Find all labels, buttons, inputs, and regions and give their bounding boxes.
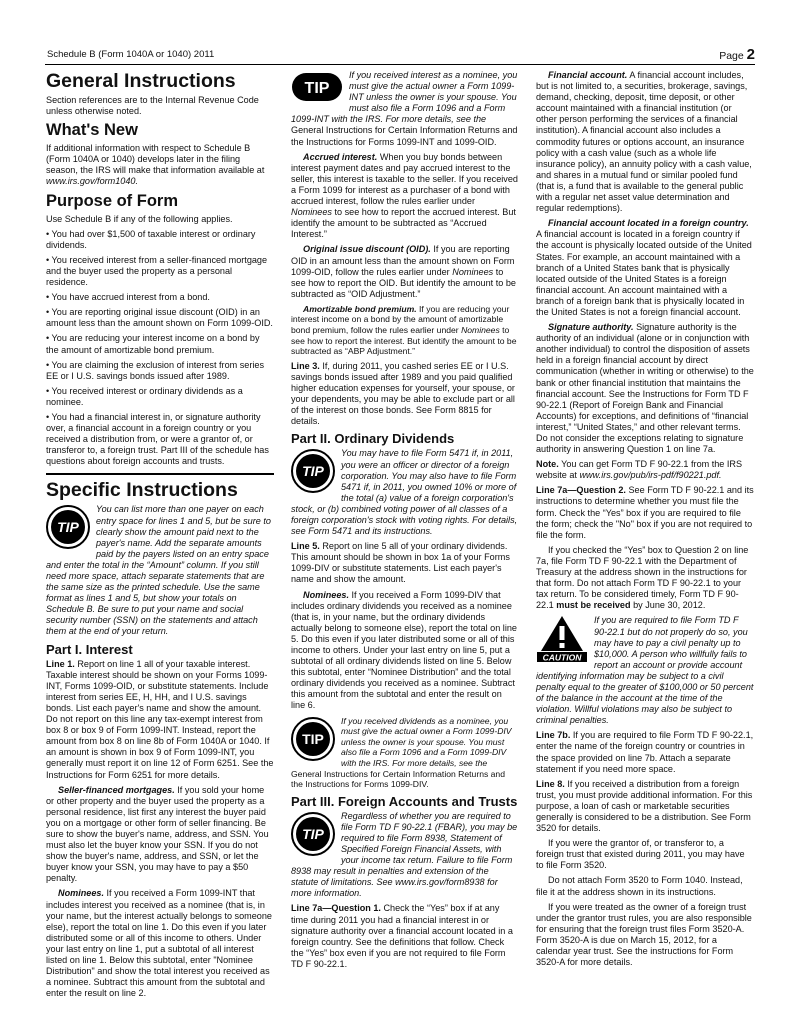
nominee-dividend-tip bbox=[291, 716, 518, 790]
dividend-nominees-body: If you received a Form 1099-DIV that includes ordinary dividends you received as a nominee (that is, in your name, but the ordinary dividends actually belong to someone else), report the total on line 5. Do this even if you later distributed some or all of this income to others. Under your last entry on line 5, put a subtotal of all ordinary dividends listed on line 5. Below this subtotal, enter “Nominee Distribution” and the total ordinary dividends you received as a nominee. Subtract this amount from the subtotal and enter the result on line 6. bbox=[291, 589, 517, 711]
foreign-account-text bbox=[536, 218, 754, 318]
seller-financed-text bbox=[46, 785, 274, 885]
form-title: Schedule B (Form 1040A or 1040) 2011 bbox=[47, 48, 215, 60]
accrued-interest-text bbox=[291, 152, 518, 241]
column-1 bbox=[46, 70, 274, 1003]
specific-instructions-section bbox=[46, 473, 274, 999]
oid-label: Original issue discount (OID). bbox=[303, 244, 431, 255]
page-number-label bbox=[719, 45, 755, 63]
tip-icon bbox=[46, 505, 90, 549]
specific-tip-text: You can list more than one payer on each entry space for lines 1 and 5, but be sure to clearly show the amount paid next to the payer's name. Add the separate amounts paid by the payers listed on an entry space and enter the total in the “Amount” column. If you still need more space, attach separate statements that are the same size as the printed schedule. Use the same format as lines 1 and 5, but show your totals on Schedule B. Be sure to put your name and social security number (SSN) on the statements and attach them at the end of your return. bbox=[46, 504, 271, 637]
oid-nominees-ref: Nominees bbox=[452, 266, 494, 277]
tip4-end: for more information. bbox=[291, 877, 498, 899]
tip3-italic: If you received dividends as a nominee, you must give the actual owner a Form 1099-DIV unless the owner is your spouse. You must also file a Form 1096 and a Form 1099-DIV with the IRS. For more details, see the bbox=[341, 715, 512, 768]
financial-account-body: A financial account includes, but is not limited to, a securities, brokerage, savings, demand, checking, deposit, time deposit, or other account maintained with a financial institution (or other person performing the services of a financial institution). A financial account also includes a commodity futures or options account, an insurance policy with a cash value (such as a whole life insurance policy), an annuity policy with a cash value, and shares in a mutual fund or similar pooled fund (that is, a fund that is available to the general public with a regular net asset value determination and regular redemptions). bbox=[536, 70, 752, 214]
tip-icon-graphic bbox=[46, 505, 90, 549]
purpose-intro: Use Schedule B if any of the following applies. bbox=[46, 213, 233, 224]
purpose-bullet: • You are reducing your interest income on a bond by the amount of amortizable bond premium. bbox=[46, 333, 260, 355]
purpose-bullet: • You have accrued interest from a bond. bbox=[46, 292, 210, 303]
part2-heading: Part II. Ordinary Dividends bbox=[291, 431, 455, 447]
page-number: 2 bbox=[746, 45, 755, 63]
line5-text bbox=[291, 541, 518, 585]
page-label: Page bbox=[719, 49, 744, 62]
tip-icon-text: TIP bbox=[304, 80, 330, 97]
tip-icon-graphic bbox=[291, 449, 335, 493]
specific-tip bbox=[46, 504, 274, 637]
nominees-body: If you received a Form 1099-INT that includes interest you received as a nominee (that is, in your name, but the interest actually belongs to someone else), report the total on line 1. Do this even if you later distributed some or all of this income to others. Under your last entry on line 1, put a subtotal of all interest listed on line 1. Below this subtotal, enter "Nominee Distribution" and show the total interest you received as a nominee. Subtract this amount from the subtotal and enter the result on line 2. bbox=[46, 888, 272, 999]
line8-attach-text: Do not attach Form 3520 to Form 1040. Instead, file it at the address shown in its instructions. bbox=[536, 875, 743, 897]
signature-authority-label: Signature authority. bbox=[548, 322, 634, 333]
tip-icon bbox=[291, 70, 343, 104]
financial-account-text bbox=[536, 70, 754, 214]
note-label: Note. bbox=[536, 459, 559, 470]
tip1-normal: General Instructions for Certain Information Returns and the Instructions for Forms 1099-INT and 1099-OID. bbox=[291, 125, 518, 147]
general-intro: Section references are to the Internal Revenue Code unless otherwise noted. bbox=[46, 95, 259, 117]
tip-icon bbox=[291, 717, 335, 761]
foreign-account-body: A financial account is located in a foreign country if the account is physically located outside of the United States. For example, an account maintained with a branch of a United States bank that is physically located outside of the United States is a foreign financial account. An account maintained with a branch of a foreign bank that is physically located in the United States is not a foreign financial account. bbox=[536, 229, 752, 317]
caution-icon bbox=[536, 615, 588, 663]
accrued-body-2: to see how to report the accrued interest. But identify the amount to be subtracted as “Accrued Interest.” bbox=[291, 207, 516, 240]
note-text bbox=[536, 459, 754, 481]
line7b-label: Line 7b. bbox=[536, 730, 571, 741]
purpose-bullet: • You are reporting original issue discount (OID) in an amount less than the amount shown on Form 1099-OID. bbox=[46, 307, 273, 329]
accrued-label: Accrued interest. bbox=[303, 151, 378, 162]
whats-new-body: If additional information with respect to Schedule B (Form 1040A or 1040) develops later in the filing season, the IRS will make that information available at bbox=[46, 143, 265, 176]
tip-icon-text: TIP bbox=[302, 730, 324, 747]
part3-heading: Part III. Foreign Accounts and Trusts bbox=[291, 793, 518, 809]
line8-owner-text: If you were treated as the owner of a foreign trust under the grantor trust rules, you are also responsible for ensuring that the foreign trust files Form 3520-A. Form 3520-A is due on March 15, 2012, for a calendar year trust. See the instructions for Form 3520-A for more details. bbox=[536, 901, 752, 968]
line3-body: If, during 2011, you cashed series EE or I U.S. savings bonds issued after 1989 and you paid qualified higher education expenses for yourself, your spouse, or your dependents, you may be able to exclude part or all of the interest on those bonds. See Form 8815 for details. bbox=[291, 360, 515, 427]
part1-heading: Part I. Interest bbox=[46, 641, 133, 657]
nominees-label: Nominees. bbox=[58, 888, 104, 899]
line7a-q2-filing-text bbox=[536, 545, 754, 612]
q2-filing-body: If you checked the “Yes” box to Question 2 on line 7a, file Form TD F 90-22.1 with the Department of Treasury at the address shown in the instructions for that form. Do not attach Form TD F 90-22.1 to your tax return. To be considered timely, Form TD F 90-22.1 bbox=[536, 544, 749, 611]
specific-instructions-heading: Specific Instructions bbox=[46, 479, 238, 502]
seller-financed-body: If you sold your home or other property and the buyer used the property as a personal residence, list first any interest the buyer paid you on a mortgage or other form of seller financing. Be sure to show the buyer's name, address, and SSN. You must also let the buyer know your SSN. If you do not show the buyer's name, address, and SSN, or let the buyer know your SSN, you may have to pay a $50 penalty. bbox=[46, 784, 269, 884]
tip4-italic: Regardless of whether you are required to file Form TD F 90-22.1 (FBAR), you may be required to file Form 8938, Statement of Specified Foreign Financial Assets, with your income tax return. Failure to file Form 8938 may result in penalties and extension of the statute of limitations. See bbox=[291, 810, 518, 888]
nominees-text bbox=[46, 888, 274, 999]
nominee-interest-tip bbox=[291, 70, 518, 148]
general-instructions-heading: General Instructions bbox=[46, 70, 236, 92]
form5471-tip bbox=[291, 448, 518, 537]
oid-body: If you are reporting OID in an amount less than the amount shown on Form 1099-OID, follow the rules earlier under bbox=[291, 244, 515, 277]
line8-grantor-text: If you were the grantor of, or transferor to, a foreign trust that existed during 2011, you may have to file Form 3520. bbox=[536, 838, 745, 871]
caution-icon-text: CAUTION bbox=[542, 652, 582, 663]
line1-label: Line 1. bbox=[46, 658, 75, 669]
q2-deadline: by June 30, 2012. bbox=[633, 600, 706, 611]
financial-account-label: Financial account. bbox=[548, 70, 628, 80]
tip-icon-text: TIP bbox=[302, 463, 324, 480]
line5-label: Line 5. bbox=[291, 541, 320, 552]
oid-text bbox=[291, 244, 518, 299]
tip2-text: You may have to file Form 5471 if, in 2011, you were an officer or director of a foreign corporation. You may also have to file Form 5471 if, in 2011, you owned 10% or more of the total (a) value of a foreign corporation's stock, or (b) combined voting power of all classes of a foreign corporation's stock with voting rights. For details, see Form 5471 and its instructions. bbox=[291, 448, 518, 537]
signature-authority-body: Signature authority is the authority of an individual (alone or in conjunction with another individual) to control the disposition of assets held in a foreign financial account by direct communication (whether in writing or otherwise) to the bank or other financial institution that maintains the financial account. See the Instructions for Form TD F 90-22.1 (Report of Foreign Bank and Financial Accounts) for exceptions, and definitions of “financial interest,” “United States,” and other relevant terms. Do not consider the exceptions relating to signature authority in answering Question 1 on line 7a. bbox=[536, 322, 754, 455]
q2-received-bold: must be received bbox=[556, 600, 631, 611]
tip-icon-graphic bbox=[291, 717, 335, 761]
seller-financed-label: Seller-financed mortgages. bbox=[58, 784, 175, 795]
fbar-pdf-link[interactable]: www.irs.gov/pub/irs-pdf/f90221.pdf. bbox=[579, 470, 722, 481]
amortizable-text bbox=[291, 304, 518, 357]
line3-text bbox=[291, 361, 518, 428]
tip-icon-text: TIP bbox=[57, 519, 79, 536]
accrued-nominees-ref: Nominees bbox=[291, 207, 332, 218]
whats-new-heading: What's New bbox=[46, 121, 138, 140]
caution-icon-graphic bbox=[536, 615, 588, 663]
line8-body: If you received a distribution from a foreign trust, you must provide additional information. For this purpose, a loan of cash or marketable securities generally is considered to be a distribution. See Form 3520 for details. bbox=[536, 778, 753, 834]
signature-authority-text bbox=[536, 322, 754, 455]
tip-icon-text: TIP bbox=[302, 825, 324, 842]
caution-text: If you are required to file Form TD F 90-22.1 but do not properly do so, you may have to pay a civil penalty up to $10,000. A person who willfully fails to report an account or provide account identifying information may be subject to a civil penalty equal to the greater of $100,000 or 50 percent of the balance in the account at the time of the violation. Willful violations may also be subject to criminal penalties. bbox=[536, 615, 754, 726]
whats-new-link[interactable]: www.irs.gov/form1040. bbox=[46, 176, 138, 187]
line7a-q1-label: Line 7a—Question 1. bbox=[291, 903, 381, 914]
form8938-tip bbox=[291, 811, 518, 900]
line7a-q2-body: See Form TD F 90-22.1 and its instructions to determine whether you must file the form. Check the “Yes” box if you are required to file the form; check the "No" box if you are not required to file the form. bbox=[536, 485, 754, 540]
line7a-q2-text bbox=[536, 485, 754, 540]
amortizable-nominees-ref: Nominees bbox=[461, 325, 500, 336]
line7a-q1-body: Check the “Yes” box if at any time during 2011 you had a financial interest in or signature authority over a financial account located in a foreign country. See the definitions that follow. Check the “Yes” box even if you are not required to file Form TD F 90-22.1. bbox=[291, 903, 513, 969]
purpose-bullet: • You had over $1,500 of taxable interest or ordinary dividends. bbox=[46, 228, 256, 250]
purpose-heading: Purpose of Form bbox=[46, 191, 179, 210]
tip-icon-graphic bbox=[291, 812, 335, 856]
amortizable-body: If you are reducing your interest income on a bond by the amount of amortizable bond premium, follow the rules earlier under bbox=[291, 303, 510, 336]
amortizable-body-2: to see how to report the interest. But identify the amount to be subtracted as “ABP Adjustment.” bbox=[291, 325, 517, 357]
line7b-text bbox=[536, 730, 754, 774]
line7b-body: If you are required to file Form TD F 90-22.1, enter the name of the foreign country or countries in the space provided on line 7b. Attach a separate statement if you need more space. bbox=[536, 730, 754, 774]
dividend-nominees-label: Nominees. bbox=[303, 589, 349, 600]
tip3-normal: General Instructions for Certain Information Returns and the Instructions for Forms 1099-DIV. bbox=[291, 768, 505, 790]
note-body: You can get Form TD F 90-22.1 from the IRS website at bbox=[536, 459, 743, 481]
line7a-q1-text bbox=[291, 903, 518, 970]
line1-body: Report on line 1 all of your taxable interest. Taxable interest should be shown on your Forms 1099-INT, Forms 1099-OID, or substitute statements. Include interest from series EE, H, HH, and I U.S. savings bonds. List each payer's name and show the amount. Do not report on this line any tax-exempt interest from box 8 or box 9 of Form 1099-INT. Instead, report the amount from box 8 on line 8b of Form 1040A or 1040. If an amount is shown in box 9 of Form 1099-INT, you generally must report it on line 12 of Form 6251. See the Instructions for Form 6251 for more details. bbox=[46, 658, 274, 780]
line8-label: Line 8. bbox=[536, 778, 565, 789]
tip-icon bbox=[291, 449, 335, 493]
line5-body: Report on line 5 all of your ordinary dividends. This amount should be shown in box 1a of your Forms 1099-DIV or substitute statements. List each payer's name and show the amount. bbox=[291, 541, 510, 585]
accrued-body: When you buy bonds between interest payment dates and pay accrued interest to the seller, this interest is taxable to the seller. If you received a Form 1099 for interest as a purchaser of a bond with accrued interest, follow the rules earlier under bbox=[291, 151, 518, 207]
column-2 bbox=[291, 70, 518, 974]
purpose-bullet: • You received interest or ordinary dividends as a nominee. bbox=[46, 385, 243, 407]
caution-note bbox=[536, 615, 754, 726]
purpose-bullet: • You received interest from a seller-financed mortgage and the buyer used the property as a personal residence. bbox=[46, 254, 268, 288]
form8938-link[interactable]: www.irs.gov/form8938 bbox=[395, 877, 485, 888]
foreign-account-label: Financial account located in a foreign country. bbox=[548, 218, 749, 229]
line7a-q2-label: Line 7a—Question 2. bbox=[536, 485, 626, 496]
tip-icon bbox=[291, 812, 335, 856]
purpose-bullet: • You are claiming the exclusion of interest from series EE or I U.S. savings bonds issued after 1989. bbox=[46, 359, 265, 381]
amortizable-label: Amortizable bond premium. bbox=[303, 303, 417, 314]
line3-label: Line 3. bbox=[291, 360, 320, 371]
purpose-bullet: • You had a financial interest in, or signature authority over, a financial account in a foreign country or you received a distribution from, or were a grantor of, or transferor to, a foreign trust. Part III of the schedule has questions about foreign accounts and trusts. bbox=[46, 411, 269, 467]
column-3 bbox=[536, 70, 754, 972]
whats-new-text bbox=[46, 143, 274, 187]
tip1-italic: If you received interest as a nominee, you must give the actual owner a Form 1099-INT unless the owner is your spouse. You must also file a Form 1096 and a Form 1099-INT with the IRS. For more details, see the bbox=[291, 70, 518, 125]
line1-text bbox=[46, 659, 274, 781]
page-header bbox=[45, 47, 755, 65]
dividend-nominees-text bbox=[291, 590, 518, 712]
tip-icon-graphic bbox=[291, 70, 343, 104]
line8-text bbox=[536, 779, 754, 834]
oid-body-2: to see how to report the OID. But identify the amount to be subtracted as “OID Adjustment.” bbox=[291, 266, 516, 299]
